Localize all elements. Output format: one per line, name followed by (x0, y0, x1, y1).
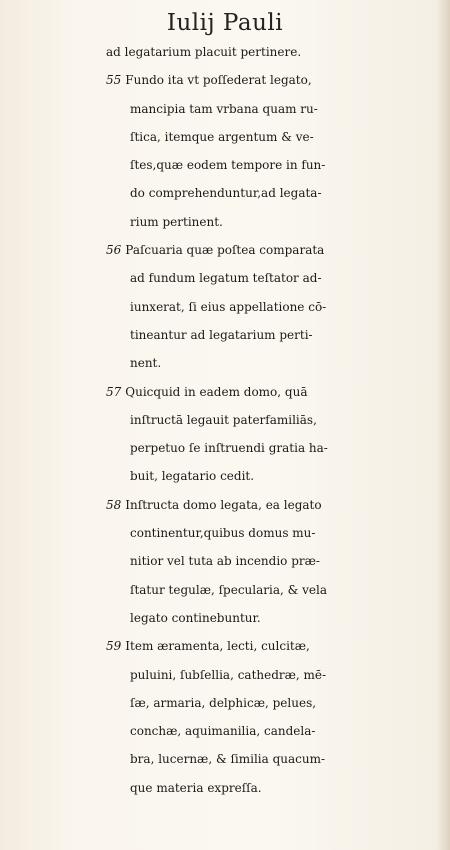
text-line (112, 519, 450, 547)
text-line (112, 462, 450, 490)
text-line (112, 95, 450, 123)
line-text: ſtes,quæ eodem tempore in fun- (130, 158, 326, 173)
text-line (112, 774, 450, 802)
numbered-line (106, 491, 450, 519)
text-line (112, 745, 450, 773)
paragraph-number: 56 (106, 243, 122, 258)
text-line (112, 349, 450, 377)
line-text: puluini, ſubſellia, cathedræ, mē- (130, 667, 327, 682)
line-text: conchæ, aquimanilia, candela- (130, 724, 316, 739)
line-text: Inſtructa domo legata, ea legato (125, 497, 322, 512)
text-line (112, 151, 450, 179)
line-text: bra, lucernæ, & ſimilia quacum- (130, 752, 326, 767)
paragraph-number: 57 (106, 384, 122, 399)
text-line (112, 717, 450, 745)
text-line (112, 321, 450, 349)
line-text: mancipia tam vrbana quam ru- (130, 101, 318, 116)
line-text: ſtica, itemque argentum & ve- (130, 129, 314, 144)
text-line (112, 123, 450, 151)
line-text: que materia expreſſa. (130, 780, 262, 795)
line-text: rium pertinent. (130, 214, 223, 229)
line-text: Quicquid in eadem domo, quā (125, 384, 308, 399)
numbered-line (106, 378, 450, 406)
text-line (112, 547, 450, 575)
paragraph-number: 59 (106, 639, 122, 654)
line-text: legato continebuntur. (130, 610, 261, 625)
line-text: do comprehenduntur,ad legata- (130, 186, 322, 201)
line-text: Fundo ita vt poſſederat legato, (125, 73, 312, 88)
text-line (112, 293, 450, 321)
text-line (112, 434, 450, 462)
line-text: ad legatarium placuit pertinere. (106, 45, 302, 59)
line-text: iunxerat, ſi eius appellatione cō- (130, 299, 327, 314)
text-line (112, 576, 450, 604)
paragraph-number: 58 (106, 497, 122, 512)
line-text: perpetuo ſe inſtruendi gratia ha- (130, 441, 328, 456)
running-head: Iulij Pauli (166, 10, 284, 36)
numbered-line (106, 236, 450, 264)
text-line (112, 604, 450, 632)
text-line (112, 406, 450, 434)
line-text: ſtatur tegulæ, ſpecularia, & vela (130, 582, 327, 597)
text-line (106, 38, 450, 66)
numbered-line (106, 632, 450, 660)
line-text: continentur,quibus domus mu- (130, 526, 316, 541)
line-text: ad fundum legatum teſtator ad- (130, 271, 322, 286)
line-text: nitior vel tuta ab incendio præ- (130, 554, 320, 569)
line-text: Item æramenta, lecti, culcitæ, (125, 639, 310, 654)
body-text (106, 38, 450, 802)
text-line (112, 179, 450, 207)
text-line (112, 689, 450, 717)
text-line (112, 661, 450, 689)
text-line (112, 208, 450, 236)
text-line (112, 264, 450, 292)
line-text: ſæ, armaria, delphicæ, pelues, (130, 695, 317, 710)
numbered-line (106, 66, 450, 94)
paragraph-number: 55 (106, 73, 122, 88)
line-text: nent. (130, 356, 162, 371)
line-text: tineantur ad legatarium perti- (130, 327, 313, 342)
line-text: Paſcuaria quæ poſtea comparata (125, 243, 325, 258)
line-text: inſtructā legauit paterfamiliās, (130, 412, 317, 427)
line-text: buit, legatario cedit. (130, 469, 255, 484)
